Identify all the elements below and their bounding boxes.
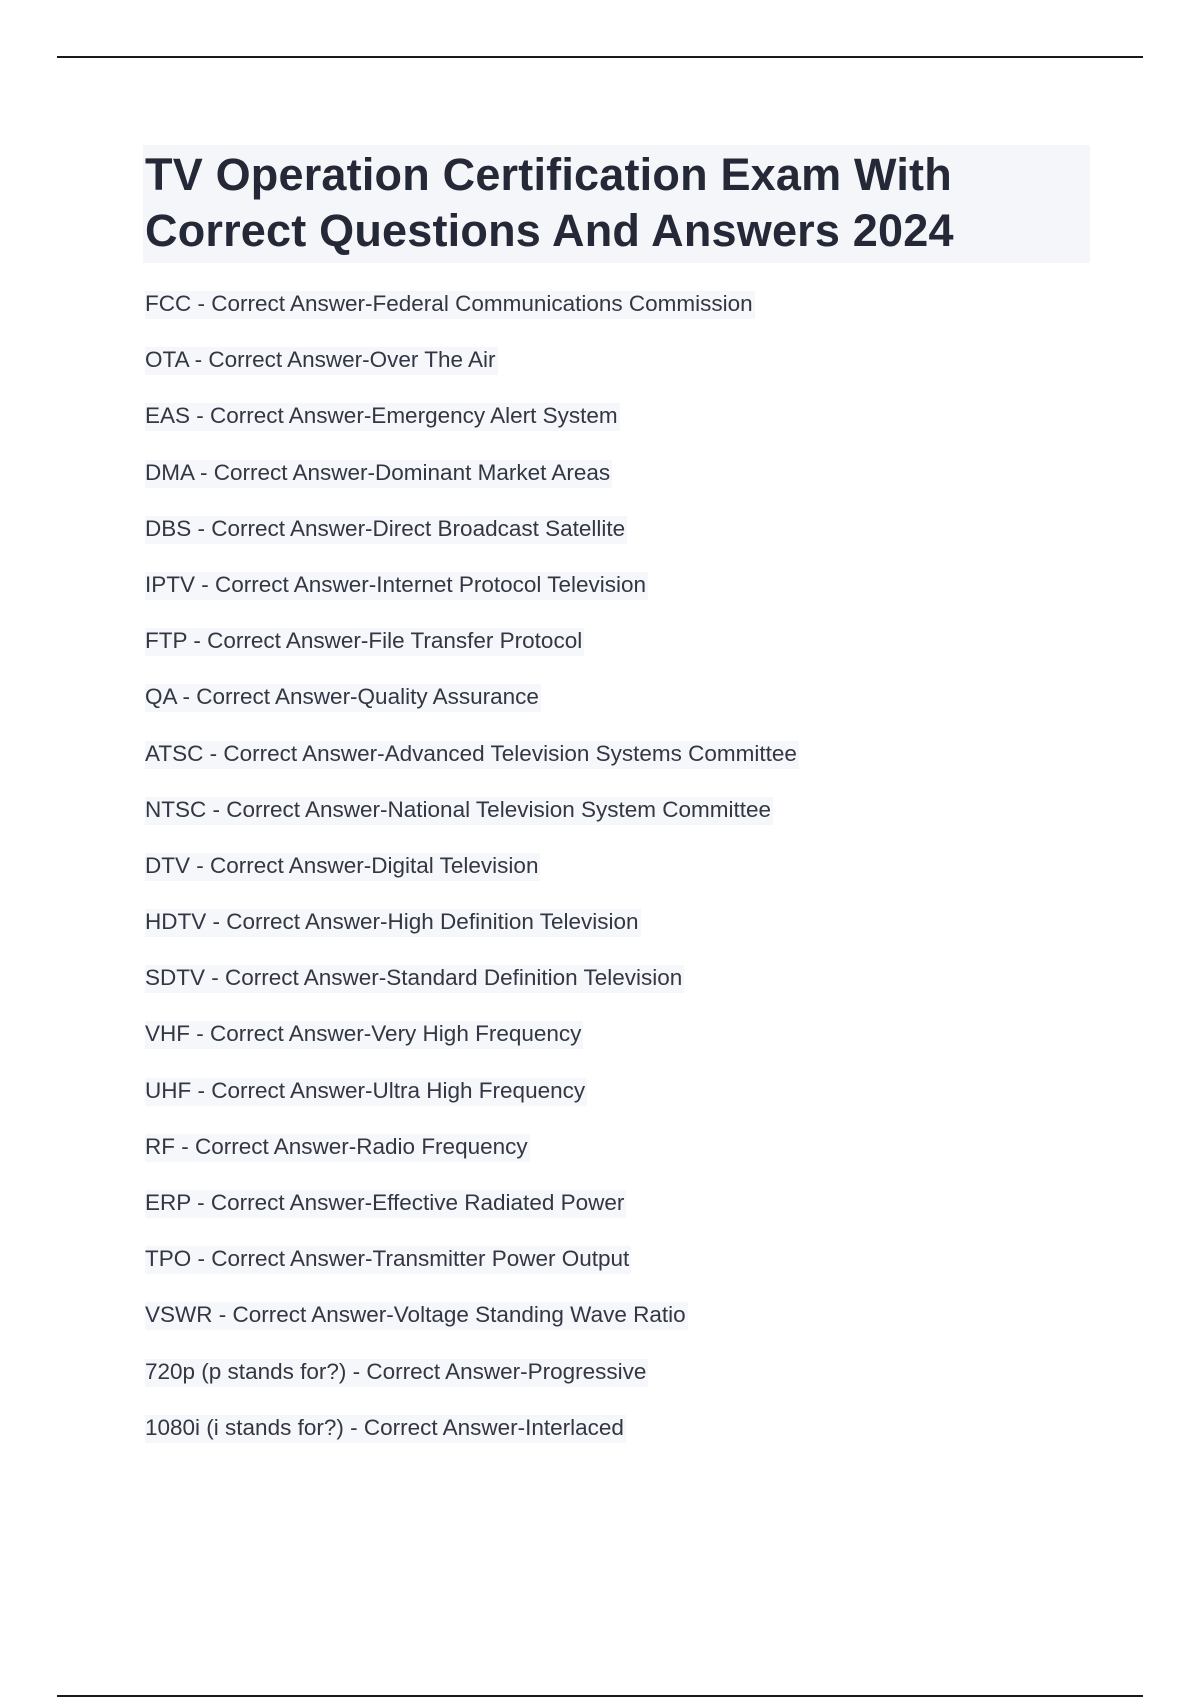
qa-text: FCC - Correct Answer-Federal Communications Commission	[145, 291, 755, 319]
qa-text: 720p (p stands for?) - Correct Answer-Progressive	[145, 1359, 648, 1387]
qa-text: HDTV - Correct Answer-High Definition Television	[145, 909, 641, 937]
list-item	[145, 1134, 1090, 1190]
qa-text: FTP - Correct Answer-File Transfer Protocol	[145, 628, 584, 656]
list-item	[145, 628, 1090, 684]
list-item	[145, 1359, 1090, 1415]
qa-text: IPTV - Correct Answer-Internet Protocol Television	[145, 572, 648, 600]
list-item	[145, 909, 1090, 965]
qa-text: QA - Correct Answer-Quality Assurance	[145, 684, 541, 712]
qa-text: SDTV - Correct Answer-Standard Definition Television	[145, 965, 684, 993]
qa-text: VHF - Correct Answer-Very High Frequency	[145, 1021, 583, 1049]
list-item	[145, 1078, 1090, 1134]
list-item	[145, 965, 1090, 1021]
list-item	[145, 1302, 1090, 1358]
list-item	[145, 853, 1090, 909]
document-body	[145, 145, 1090, 1471]
top-rule	[57, 56, 1143, 58]
list-item	[145, 684, 1090, 740]
list-item	[145, 1415, 1090, 1471]
list-item	[145, 460, 1090, 516]
list-item	[145, 1190, 1090, 1246]
qa-list	[145, 291, 1090, 1471]
list-item	[145, 291, 1090, 347]
qa-text: DTV - Correct Answer-Digital Television	[145, 853, 540, 881]
title-block	[143, 145, 1090, 263]
qa-text: UHF - Correct Answer-Ultra High Frequency	[145, 1078, 587, 1106]
list-item	[145, 572, 1090, 628]
list-item	[145, 741, 1090, 797]
list-item	[145, 1021, 1090, 1077]
qa-text: VSWR - Correct Answer-Voltage Standing Wave Ratio	[145, 1302, 688, 1330]
list-item	[145, 347, 1090, 403]
list-item	[145, 516, 1090, 572]
list-item	[145, 1246, 1090, 1302]
qa-text: ATSC - Correct Answer-Advanced Television Systems Committee	[145, 741, 799, 769]
document-title: TV Operation Certification Exam With Correct Questions And Answers 2024	[145, 149, 954, 256]
qa-text: EAS - Correct Answer-Emergency Alert System	[145, 403, 620, 431]
list-item	[145, 403, 1090, 459]
qa-text: RF - Correct Answer-Radio Frequency	[145, 1134, 530, 1162]
bottom-rule	[57, 1695, 1143, 1697]
qa-text: TPO - Correct Answer-Transmitter Power Output	[145, 1246, 631, 1274]
qa-text: NTSC - Correct Answer-National Television System Committee	[145, 797, 773, 825]
qa-text: OTA - Correct Answer-Over The Air	[145, 347, 498, 375]
list-item	[145, 797, 1090, 853]
qa-text: ERP - Correct Answer-Effective Radiated Power	[145, 1190, 626, 1218]
qa-text: DBS - Correct Answer-Direct Broadcast Satellite	[145, 516, 627, 544]
qa-text: 1080i (i stands for?) - Correct Answer-Interlaced	[145, 1415, 626, 1443]
qa-text: DMA - Correct Answer-Dominant Market Areas	[145, 460, 612, 488]
